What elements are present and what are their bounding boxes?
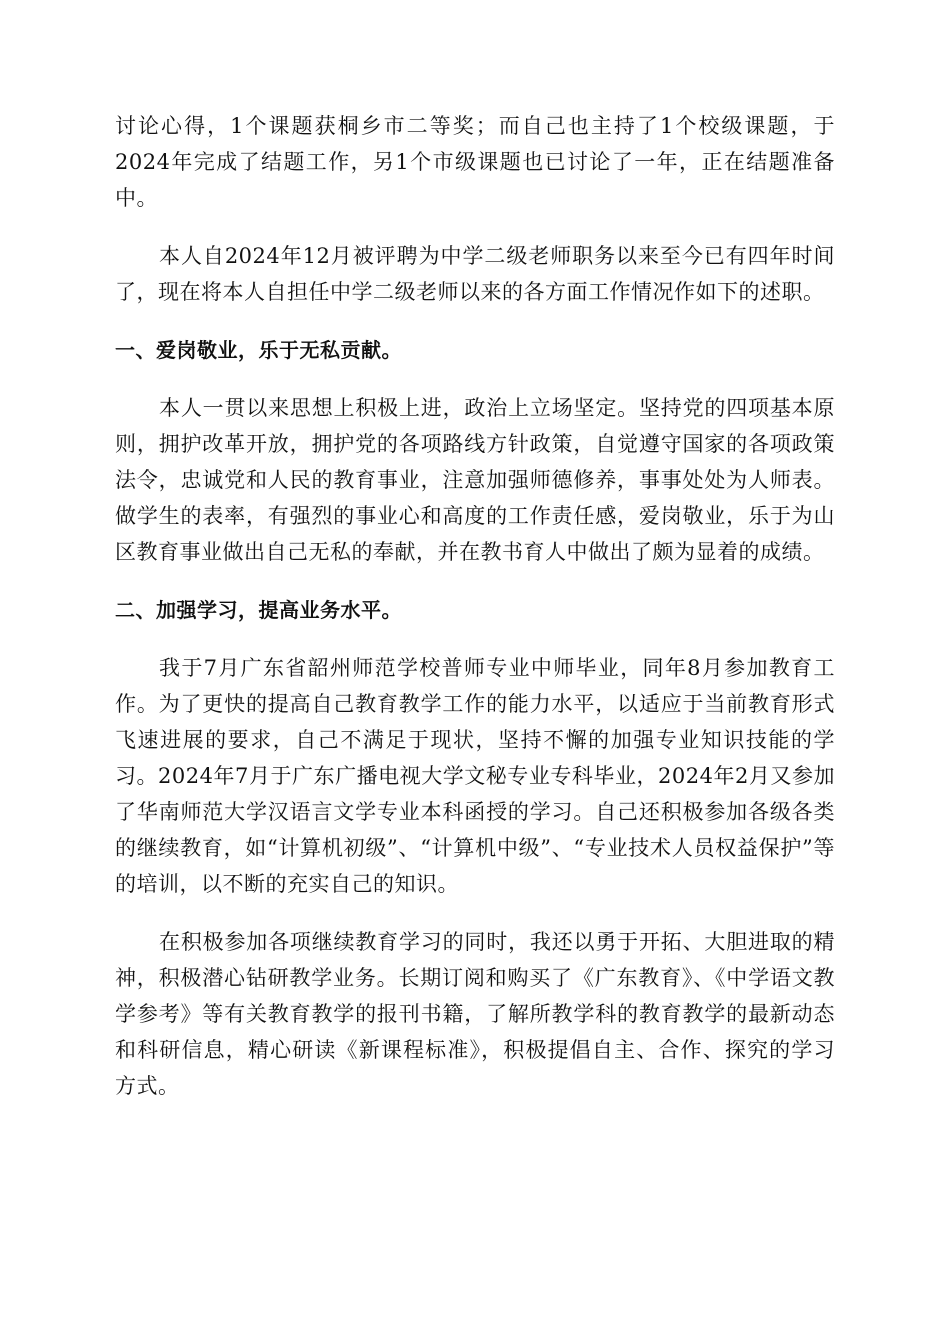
paragraph-section-2a: 我于7月广东省韶州师范学校普师专业中师毕业，同年8月参加教育工作。为了更快的提高自己教育教学工作的能力水平，以适应于当前教育形式飞速进展的要求，自己不满足于现状，坚持不懈的加强专业知识技能的学习。2024年7月于广东广播电视大学文秘专业专科毕业，2024年2月又参加了华南师范大学汉语言文学专业本科函授的学习。自己还积极参加各级各类的继续教育，如“计算机初级”、“计算机中级”、“专业技术人员权益保护”等的培训，以不断的充实自己的知识。 — [115, 656, 835, 896]
paragraph-section-2b: 在积极参加各项继续教育学习的同时，我还以勇于开拓、大胆进取的精神，积极潜心钻研教学业务。长期订阅和购买了《广东教育》、《中学语文教学参考》等有关教育教学的报刊书籍，了解所教学科的教育教学的最新动态和科研信息，精心研读《新课程标准》，积极提倡自主、合作、探究的学习方式。 — [115, 930, 835, 1098]
paragraph-continued: 讨论心得，1个课题获桐乡市二等奖；而自己也主持了1个校级课题，于2024年完成了结题工作，另1个市级课题也已讨论了一年，正在结题准备中。 — [115, 114, 835, 210]
document-body — [115, 108, 835, 1126]
paragraph-section-1: 本人一贯以来思想上积极上进，政治上立场坚定。坚持党的四项基本原则，拥护改革开放，拥护党的各项路线方针政策，自觉遵守国家的各项政策法令，忠诚党和人民的教育事业，注意加强师德修养，事事处处为人师表。做学生的表率，有强烈的事业心和高度的工作责任感，爱岗敬业，乐于为山区教育事业做出自己无私的奉献，并在教书育人中做出了颇为显着的成绩。 — [115, 396, 835, 564]
paragraph-intro: 本人自2024年12月被评聘为中学二级老师职务以来至今已有四年时间了，现在将本人自担任中学二级老师以来的各方面工作情况作如下的述职。 — [115, 244, 835, 304]
section-heading-1: 一、爱岗敬业，乐于无私贡献。 — [115, 338, 402, 362]
section-heading-2: 二、加强学习，提高业务水平。 — [115, 598, 402, 622]
